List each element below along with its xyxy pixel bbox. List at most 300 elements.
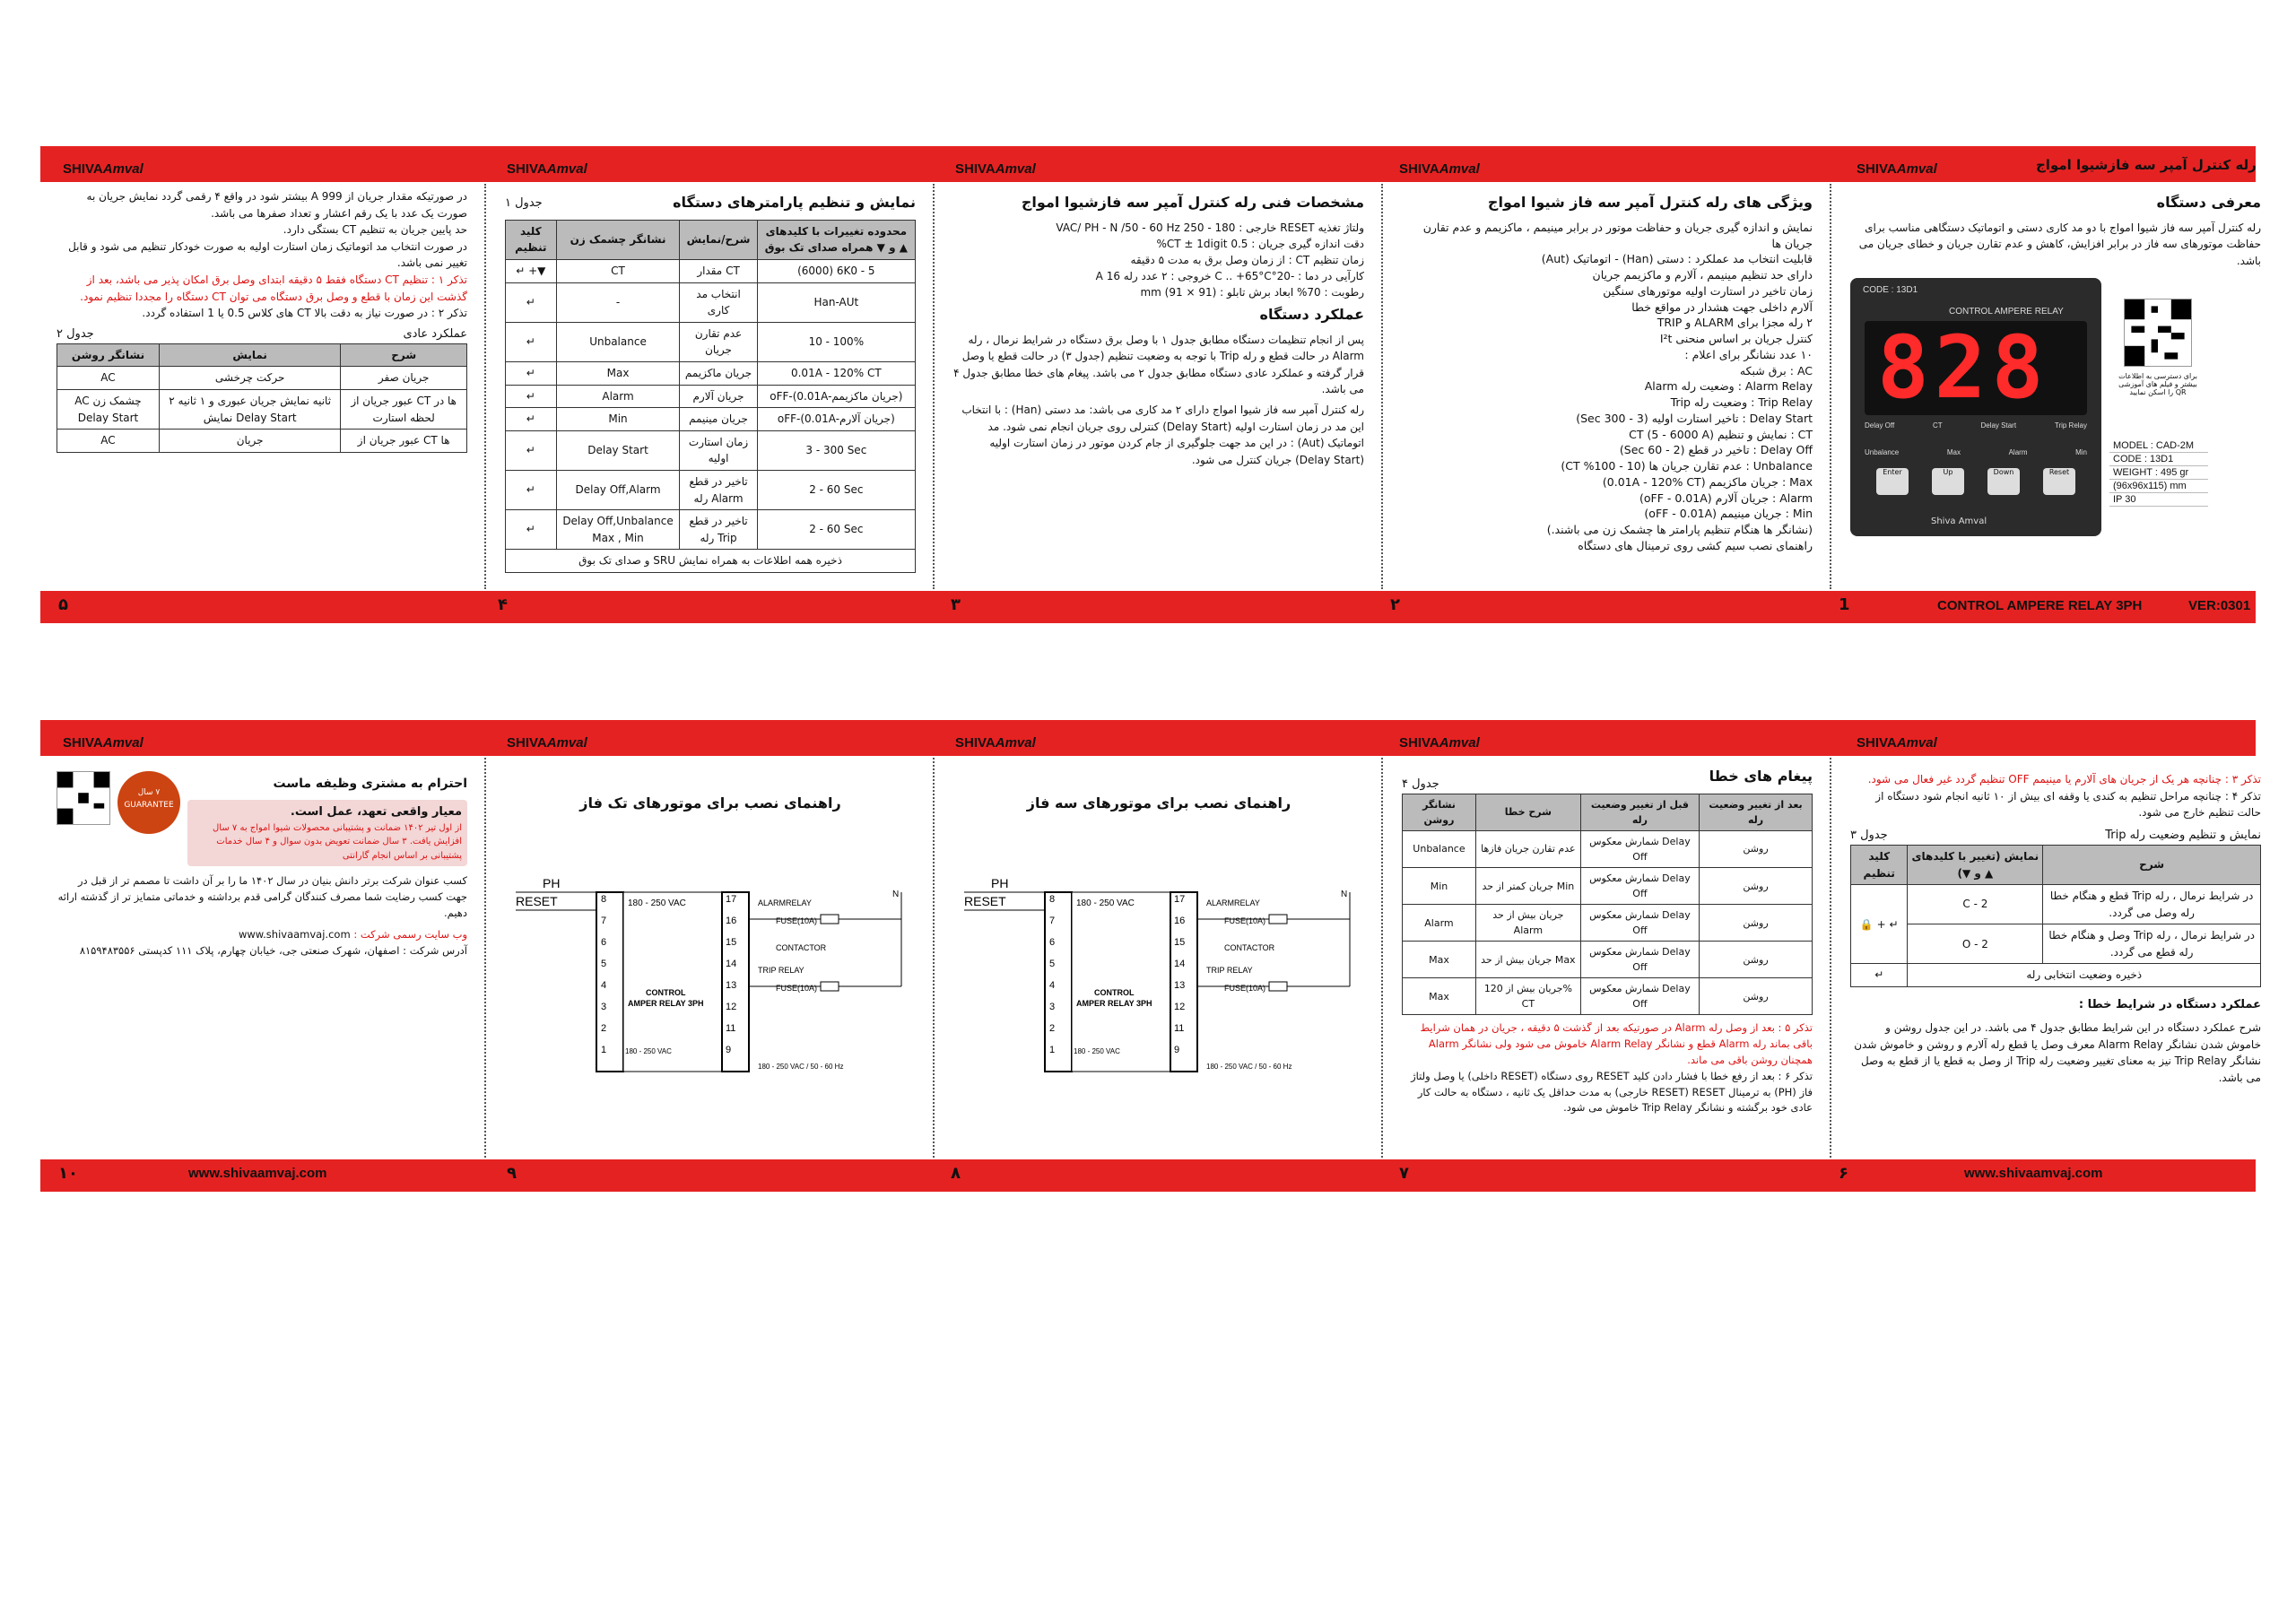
- cell: ↵: [506, 470, 557, 509]
- page-number: ۶: [1839, 1164, 1848, 1183]
- cell: جریان مینیمم: [680, 408, 757, 431]
- page-2: [1386, 188, 1829, 554]
- cell: در شرایط نرمال ، رله Trip قطع و هنگام خطا رله وصل می گردد.: [2043, 885, 2261, 924]
- cell: 3 - 300 Sec: [757, 430, 915, 470]
- cell: جریان بیش از حد Max: [1475, 942, 1580, 978]
- feature-item: آلارم داخلی جهت هشدار در مواقع خطا: [1631, 299, 1813, 314]
- cell: ↵: [506, 282, 557, 322]
- terminal: 6: [1049, 937, 1056, 948]
- terminal: 13: [726, 980, 737, 991]
- table-header: کلید تنظیم: [506, 220, 557, 259]
- table-row: [506, 550, 916, 573]
- cell: جریان: [159, 430, 340, 453]
- terminal: 8: [1049, 894, 1056, 905]
- table-label: جدول ۱: [505, 196, 543, 211]
- terminal: 9: [1174, 1045, 1180, 1055]
- cell: ↵: [506, 385, 557, 408]
- spec-line: دقت اندازه گیری جریان : 0.5 CT ± 1digit%: [1156, 237, 1364, 250]
- divider: [1381, 184, 1383, 589]
- brand-logo: SHIVAAmval: [1399, 161, 1480, 177]
- cell: شمارش معکوس Delay Off: [1580, 942, 1699, 978]
- terminal: 17: [726, 894, 737, 905]
- cell: AC چشمک زن Delay Start: [57, 390, 160, 430]
- spec-weight: WEIGHT : 495 gr: [2109, 466, 2208, 480]
- feature-item: ۲ رله مجزا برای ALARM و TRIP: [1657, 316, 1813, 330]
- cell: oFF-(0.01A-جریان ماکزیمم): [757, 385, 915, 408]
- supply-label: 180 - 250 VAC / 50 - 60 Hz: [1206, 1063, 1292, 1071]
- page-number: ۲: [1390, 595, 1400, 614]
- led-max: Max: [1946, 448, 1961, 456]
- cell: Delay Off,Alarm: [556, 470, 680, 509]
- page-number: ۳: [951, 595, 961, 614]
- display-readout: 828: [1877, 317, 2049, 418]
- cell: AC: [57, 367, 160, 390]
- cell: Unbalance: [556, 322, 680, 361]
- feature-item: Unbalance : عدم تقارن جریان ها (10 - 100% CT): [1561, 459, 1813, 473]
- intro-title: معرفی دستگاه: [2156, 194, 2261, 211]
- cell: جریان کمتر از حد Min: [1475, 867, 1580, 904]
- trip-relay-label: TRIP RELAY: [758, 966, 804, 975]
- brand-logo: SHIVAAmval: [955, 161, 1036, 177]
- spec-box: [2109, 439, 2208, 507]
- bottom-footer-bar: [40, 1159, 2256, 1192]
- terminal: 9: [726, 1045, 732, 1055]
- feature-item: AC : برق شبکه: [1739, 363, 1813, 378]
- reminder-3: تذکر ۳ : چنانچه هر یک از جریان های آلارم یا مینیمم OFF تنظیم گردد غیر فعال می شود.: [1867, 773, 2261, 785]
- terminal: 16: [726, 916, 737, 926]
- params-table: [505, 220, 916, 573]
- brand-logo: SHIVAAmval: [1857, 735, 1937, 751]
- cell: عدم تقارن جریان فازها: [1475, 830, 1580, 867]
- table-header: نشانگر روشن: [1403, 794, 1476, 830]
- cell: روشن: [1700, 942, 1813, 978]
- cell: ذخیره وضعیت انتخابی رله: [1908, 964, 2261, 987]
- cell: Min: [1403, 867, 1476, 904]
- cell: تاخیر در قطع رله Trip: [680, 510, 757, 550]
- divider: [1830, 184, 1831, 589]
- led-trip-relay: Trip Relay: [2054, 421, 2087, 430]
- brand-logo: SHIVAAmval: [63, 735, 144, 751]
- divider: [484, 758, 486, 1158]
- reminder-5: تذکر ۵ : بعد از وصل رله Alarm در صورتیکه بعد از گذشت ۵ دقیقه ، جریان در همان شرایط باقی بماند رله Alarm قطع و نشانگر Alarm Relay خاموش می شود ولی نشانگر Alarm همچنان روشن باقی می ماند.: [1420, 1021, 1813, 1066]
- table-row: [57, 430, 467, 453]
- device-image: [1850, 278, 2101, 536]
- supply-label: 180 - 250 VAC: [1076, 898, 1135, 908]
- cell: روشن: [1700, 830, 1813, 867]
- spec-code: CODE : 13D1: [2109, 453, 2208, 466]
- cell: ↵: [506, 322, 557, 361]
- table-header: نشانگر روشن: [57, 343, 160, 367]
- trip-title: نمایش و تنظیم وضعیت رله Trip: [2105, 828, 2261, 842]
- cell: ↵ + 🔒: [1851, 885, 1908, 964]
- divider: [933, 184, 935, 589]
- feature-item: دارای حد تنظیم مینیمم ، آلارم و ماکزیمم جریان: [1592, 268, 1813, 282]
- badge-label: GUARANTEE: [124, 800, 174, 810]
- terminal: 15: [726, 937, 737, 948]
- table-row: [1403, 867, 1813, 904]
- greeting: احترام به مشتری وظیفه ماست: [273, 777, 467, 791]
- table-row: [506, 430, 916, 470]
- ph-label: PH: [543, 876, 561, 890]
- cell: -: [556, 282, 680, 322]
- terminal: 2: [1049, 1023, 1056, 1034]
- divider: [1830, 758, 1831, 1158]
- center-label: CONTROL: [1094, 988, 1135, 997]
- table-header: نشانگر چشمک زن: [556, 220, 680, 259]
- feature-item: Alarm : جریان آلارم (oFF - 0.01A): [1639, 490, 1813, 505]
- divider: [484, 184, 486, 589]
- feature-item: کنترل جریان بر اساس منحنی I²t: [1659, 332, 1813, 346]
- terminal: 11: [726, 1023, 736, 1034]
- table-row: [506, 361, 916, 385]
- spec-size: (96x96x115) mm: [2109, 480, 2208, 493]
- cell: C - 2: [1908, 885, 2043, 924]
- table-row: [506, 510, 916, 550]
- badge-years: ۷ سال: [137, 788, 161, 797]
- cell: روشن: [1700, 867, 1813, 904]
- terminal: 6: [601, 937, 607, 948]
- table-row: [506, 385, 916, 408]
- save-note: ذخیره همه اطلاعات به همراه نمایش SRU و صدای تک بوق: [506, 550, 916, 573]
- qr-code-icon: [2124, 299, 2192, 367]
- cell: شمارش معکوس Delay Off: [1580, 867, 1699, 904]
- table-header: نمایش: [159, 343, 340, 367]
- cell: شمارش معکوس Delay Off: [1580, 830, 1699, 867]
- reset-label: RESET: [964, 894, 1006, 908]
- table-row: [1851, 964, 2261, 987]
- table-header: شرح: [2043, 845, 2261, 884]
- terminal: 2: [601, 1023, 607, 1034]
- terminal: 7: [1049, 916, 1056, 926]
- table-label: جدول ۲: [57, 326, 94, 341]
- terminal: 14: [1174, 959, 1186, 969]
- cell: عدم تقارن جریان: [680, 322, 757, 361]
- cell: 2 - 60 Sec: [757, 510, 915, 550]
- cell: (6000) 6K0 - 5: [757, 259, 915, 282]
- n-label: N: [1341, 890, 1348, 899]
- page-number: ۹: [507, 1164, 517, 1183]
- table-row: [57, 390, 467, 430]
- table-row: [506, 322, 916, 361]
- cell: Alarm: [1403, 905, 1476, 942]
- device-code: CODE : 13D1: [1863, 285, 1918, 295]
- feature-item: نمایش و اندازه گیری جریان و حفاظت موتور در برابر مینیمم ، ماکزیمم و عدم تقارن جریان ها: [1422, 220, 1813, 250]
- cell: Delay Start: [556, 430, 680, 470]
- fault-title: عملکرد دستگاه در شرایط خطا :: [2078, 998, 2261, 1012]
- table-row: [506, 259, 916, 282]
- cell: عبور جریان از CT ها در لحظه استارت: [341, 390, 467, 430]
- page-3: [937, 188, 1380, 468]
- feature-item: Trip Relay : وضعیت رله Trip: [1670, 395, 1813, 410]
- page-number: ۱۰: [58, 1164, 78, 1183]
- page-6: [1834, 771, 2277, 1087]
- cell: تاخیر در قطع رله Alarm: [680, 470, 757, 509]
- cell: ۲ ثانیه نمایش جریان عبوری و ۱ ثانیه نمایش Delay Start: [159, 390, 340, 430]
- feature-item: CT : نمایش و تنظیم CT (5 - 6000 A): [1629, 427, 1813, 441]
- cell: Alarm: [556, 385, 680, 408]
- web-link[interactable]: www.shivaamvaj.com: [238, 927, 351, 941]
- feature-item: Delay Start : تاخیر استارت اولیه (3 - 300 Sec): [1576, 411, 1813, 425]
- cell: روشن: [1700, 978, 1813, 1015]
- intro-text: رله کنترل آمپر سه فاز شیوا امواج با دو مد کاری دستی و اتوماتیک دستگاهی مناسب برای حفاظت موتورهای سه فاز در برابر افزایش، کاهش و عدم تقارن جریان و خطای جریان می باشد.: [1858, 221, 2261, 267]
- table-header: قبل از تغییر وضعیت رله: [1580, 794, 1699, 830]
- fault-text: شرح عملکرد دستگاه در این شرایط مطابق جدول ۴ می باشد. در این جدول روشن و خاموش شدن نشانگر Alarm Relay معرف وصل یا قطع رله آلارم و روشن و خاموش شدن نشانگر Trip Relay نیز به معنای تغییر وضعیت رله Trip از وصل به قطع یا از قطع به وصل می باشد.: [1854, 1021, 2261, 1084]
- cell: انتخاب مد کاری: [680, 282, 757, 322]
- feature-item: Min : جریان مینیمم (oFF - 0.01A): [1644, 507, 1813, 521]
- website-link[interactable]: www.shivaamvaj.com: [188, 1166, 327, 1181]
- terminal: 11: [1174, 1023, 1185, 1034]
- address: آدرس شرکت : اصفهان، شهرک صنعتی جی، خیابان چهارم، پلاک ۱۱۱ کدپستی ۸۱۵۹۴۸۳۵۵۶: [79, 943, 467, 957]
- cell: حرکت چرخشی: [159, 367, 340, 390]
- cell: 2 - 60 Sec: [757, 470, 915, 509]
- terminal: 17: [1174, 894, 1186, 905]
- enter-button[interactable]: Enter: [1876, 468, 1909, 495]
- terminal: 8: [601, 894, 607, 905]
- feature-item: Alarm Relay : وضعیت رله Alarm: [1644, 379, 1813, 394]
- cell: Delay Off,Unbalance Max , Min: [556, 510, 680, 550]
- normal-operation-table: [57, 343, 467, 453]
- trip-table: [1850, 845, 2261, 987]
- cell: Max: [1403, 942, 1476, 978]
- cell: جریان بیش از 120% CT: [1475, 978, 1580, 1015]
- cell: عبور جریان از CT ها: [341, 430, 467, 453]
- display-panel: [1865, 317, 2087, 418]
- cell: 0.01A - 120% CT: [757, 361, 915, 385]
- page-number: ۷: [1399, 1164, 1409, 1183]
- center-label: CONTROL: [646, 988, 686, 997]
- spec-line: رطوبت : 70% ابعاد برش تابلو : (91 × 91) mm: [1140, 285, 1364, 299]
- cell: ↵ +▼: [506, 259, 557, 282]
- supply-label: 180 - 250 VAC: [628, 898, 686, 908]
- params-title: نمایش و تنظیم پارامترهای دستگاه: [673, 194, 916, 211]
- brand-logo: SHIVAAmval: [1857, 161, 1937, 177]
- contactor-label: CONTACTOR: [776, 943, 827, 952]
- table-label: جدول ۴: [1402, 777, 1439, 791]
- page-10: [40, 771, 483, 959]
- table-row: [506, 470, 916, 509]
- supply-label: 180 - 250 VAC: [625, 1047, 672, 1055]
- reminder-1: تذکر ۱ : تنظیم CT دستگاه فقط ۵ دقیقه ابتدای وصل برق امکان پذیر می باشد، بعد از گذشت این زمان با قطع و وصل برق دستگاه می توان CT دستگاه را مجددا تنظیم نمود.: [80, 273, 467, 303]
- terminal: 3: [601, 1002, 607, 1012]
- spec-line: کارآیی در دما : -20°C .. +65°C خروجی : ۲ عدد رله 16 A: [1095, 269, 1364, 282]
- fuse-label: FUSE(10A): [776, 984, 818, 993]
- table-row: [1403, 978, 1813, 1015]
- table-header: شرح خطا: [1475, 794, 1580, 830]
- spec-model: MODEL : CAD-2M: [2109, 439, 2208, 453]
- errors-title: پیغام های خطا: [1709, 768, 1813, 785]
- cell: Min: [556, 408, 680, 431]
- cell: oFF-(0.01A-جریان آلارم): [757, 408, 915, 431]
- table-row: [1851, 924, 2261, 964]
- cell: جریان صفر: [341, 367, 467, 390]
- feature-item: ۱۰ عدد نشانگر برای اعلام :: [1684, 347, 1813, 361]
- terminal: 5: [601, 959, 607, 969]
- terminal: 16: [1174, 916, 1186, 926]
- table-row: [506, 282, 916, 322]
- terminal: 12: [1174, 1002, 1186, 1012]
- brand-logo: SHIVAAmval: [507, 161, 587, 177]
- table-row: [506, 408, 916, 431]
- n-label: N: [892, 890, 900, 899]
- trip-relay-label: TRIP RELAY: [1206, 966, 1253, 975]
- terminal: 3: [1049, 1002, 1056, 1012]
- feature-item: Max : جریان ماکزیمم (0.01A - 120% CT): [1602, 474, 1813, 489]
- spec-line: زمان تنظیم CT : از زمان وصل برق به مدت ۵ دقیقه: [1130, 253, 1364, 266]
- top-footer-bar: [40, 591, 2256, 623]
- cell: زمان استارت اولیه: [680, 430, 757, 470]
- divider: [1381, 758, 1383, 1158]
- brand-logo: SHIVAAmval: [63, 161, 144, 177]
- alarm-relay-label: ALARMRELAY: [758, 898, 812, 907]
- feature-item: زمان تاخیر در استارت اولیه موتورهای سنگین: [1603, 283, 1813, 298]
- cell: CT: [556, 259, 680, 282]
- terminal: 7: [601, 916, 607, 926]
- cell: O - 2: [1908, 924, 2043, 964]
- version-label: VER:0301: [2188, 598, 2251, 613]
- guarantee-badge-icon: [117, 771, 180, 834]
- table-row: [1403, 905, 1813, 942]
- modes-text: رله کنترل آمپر سه فاز شیوا امواج دارای ۲ مد کاری می باشد: مد دستی (Han) : با انتخاب این مد در زمان استارت اولیه (Delay Start) کنترلی روی جریان انجام نمی شود. مد اتوماتیک (Aut) : در این مد جهت جلوگیری از جام کردن موتور در زمان استارت اولیه (Delay Start) جریان کنترل می شود.: [961, 403, 1364, 466]
- fuse-label: FUSE(10A): [1224, 916, 1266, 925]
- spec-ip: IP 30: [2109, 493, 2208, 507]
- reset-button[interactable]: Reset: [2043, 468, 2075, 495]
- feature-item: راهنمای نصب سیم کشی روی ترمینال های دستگاه: [1578, 538, 1813, 552]
- spec-line: ولتاژ تغذیه RESET خارجی : 180 - 250 VAC/ PH - N /50 - 60 Hz: [1056, 221, 1364, 234]
- page-4: [489, 188, 932, 573]
- cell: Max: [556, 361, 680, 385]
- table-header: محدوده تغییرات با کلیدهای ▲ و ▼ همراه صدای تک بوق: [757, 220, 915, 259]
- device-brand: Shiva Amval: [1931, 516, 1987, 526]
- page-number: 1: [1839, 595, 1850, 614]
- down-button[interactable]: Down: [1987, 468, 2020, 495]
- cell: ↵: [506, 510, 557, 550]
- feature-item: Delay Off : تاخیر در قطع (2 - 60 Sec): [1619, 443, 1813, 457]
- qr-caption: برای دسترسی به اطلاعات بیشتر و فیلم های آموزشی QR را اسکن نمایید: [2118, 372, 2197, 396]
- cell: شمارش معکوس Delay Off: [1580, 905, 1699, 942]
- page-9: [489, 789, 932, 820]
- cell: Max: [1403, 978, 1476, 1015]
- ph-label: PH: [991, 876, 1009, 890]
- page-7: [1386, 762, 1829, 1116]
- specs-title: مشخصات فنی رله کنترل آمپر سه فازشیوا امواج: [1021, 194, 1364, 211]
- led-delay-start: Delay Start: [1980, 421, 2017, 430]
- terminal: 1: [1049, 1045, 1056, 1055]
- alarm-relay-label: ALARMRELAY: [1206, 898, 1260, 907]
- terminal: 14: [726, 959, 737, 969]
- page-5: [40, 188, 483, 453]
- table-label: جدول ۳: [1850, 828, 1888, 842]
- cell: ↵: [1851, 964, 1908, 987]
- center-label: AMPER RELAY 3PH: [1076, 999, 1152, 1008]
- led-min: Min: [2075, 448, 2087, 456]
- page-number: ۸: [951, 1164, 961, 1183]
- feature-item: قابلیت انتخاب مد عملکرد : دستی (Han) - اتوماتیک (Aut): [1541, 252, 1813, 266]
- cell: جریان ماکزیمم: [680, 361, 757, 385]
- terminal: 4: [1049, 980, 1056, 991]
- cell: روشن: [1700, 905, 1813, 942]
- reset-label: RESET: [516, 894, 558, 908]
- table-row: [57, 367, 467, 390]
- contactor-label: CONTACTOR: [1224, 943, 1275, 952]
- led-delay-off: Delay Off: [1865, 421, 1895, 430]
- cell: مقدار CT: [680, 259, 757, 282]
- qr-code-icon: [57, 771, 110, 825]
- install-3ph-title: راهنمای نصب برای موتورهای سه فاز: [1026, 794, 1292, 812]
- led-alarm: Alarm: [2008, 448, 2028, 456]
- terminal: 5: [1049, 959, 1056, 969]
- web-label: وب سایت رسمی شرکت :: [353, 927, 467, 941]
- cell: در شرایط نرمال ، رله Trip وصل و هنگام خطا رله قطع می گردد.: [2043, 924, 2261, 964]
- fuse-label: FUSE(10A): [776, 916, 818, 925]
- slogan: معیار واقعی تعهد، عمل است.: [290, 804, 462, 819]
- up-button[interactable]: Up: [1932, 468, 1964, 495]
- guarantee-text: از اول تیر ۱۴۰۲ ضمانت و پشتیبانی محصولات شیوا امواج به ۷ سال افزایش یافت. ۳ سال ضمانت تعویض بدون سوال و ۴ سال خدمات پشتیبانی بر اساس انجام گارانتی: [213, 822, 462, 861]
- function-text: پس از انجام تنظیمات دستگاه مطابق جدول ۱ با وصل برق دستگاه در شرایط نرمال ، رله Alarm در حالت قطع و رله Trip با توجه به وضعیت تنظیم (جدول ۳) در حالت قطع یا وصل قرار گرفته و عملکرد عادی دستگاه مطابق جدول ۲ می باشد. پیغام های خطا مطابق جدول ۴ می باشد.: [953, 333, 1364, 396]
- brand-logo: SHIVAAmval: [1399, 735, 1480, 751]
- page-8: [937, 789, 1380, 820]
- center-label: AMPER RELAY 3PH: [628, 999, 704, 1008]
- brand-logo: SHIVAAmval: [507, 735, 587, 751]
- install-1ph-title: راهنمای نصب برای موتورهای تک فاز: [579, 794, 841, 812]
- table-header: کلید تنظیم: [1851, 845, 1908, 884]
- cell: ↵: [506, 361, 557, 385]
- cell: شمارش معکوس Delay Off: [1580, 978, 1699, 1015]
- cell: جریان آلارم: [680, 385, 757, 408]
- table-header: نمایش (تغییر با کلیدهای ▲ و ▼): [1908, 845, 2043, 884]
- terminal: 15: [1174, 937, 1186, 948]
- function-title: عملکرد دستگاه: [1259, 305, 1364, 323]
- cell: Han-AUt: [757, 282, 915, 322]
- device-label: CONTROL AMPERE RELAY: [1949, 307, 2064, 317]
- footer-product-name: CONTROL AMPERE RELAY 3PH: [1937, 598, 2143, 613]
- fuse-label: FUSE(10A): [1224, 984, 1266, 993]
- reminder-2: تذکر ۲ : در صورت نیاز به دقت بالا CT های کلاس 0.5 یا 1 استفاده گردد.: [142, 307, 467, 320]
- wiring-diagram-3ph: [955, 870, 1368, 1103]
- table-header: شرح: [341, 343, 467, 367]
- cell: ↵: [506, 430, 557, 470]
- brand-logo: SHIVAAmval: [955, 735, 1036, 751]
- reminder-4: تذکر ۴ : چنانچه مراحل تنظیم به کندی یا وقفه ای بیش از ۱۰ ثانیه انجام شود دستگاه از حالت تنظیم خارج می شود.: [1875, 789, 2261, 820]
- page-number: ۵: [58, 595, 68, 614]
- reminder-6: تذکر ۶ : بعد از رفع خطا با فشار دادن کلید RESET روی دستگاه (RESET داخلی) یا وصل ولتاژ فاز (PH) به ترمینال RESET (RESET خارجی) به مدت حداقل یک ثانیه ، دستگاه به حالت کار عادی خود برگشته و نشانگر Trip Relay خاموش می شود.: [1411, 1069, 1813, 1115]
- page-number: ۴: [498, 595, 508, 614]
- supply-label: 180 - 250 VAC / 50 - 60 Hz: [758, 1063, 844, 1071]
- page-1: [1834, 188, 2277, 270]
- cell: ↵: [506, 408, 557, 431]
- header-title: رله کنترل آمپر سه فازشیوا امواج: [2036, 157, 2257, 173]
- table-row: [1403, 830, 1813, 867]
- body-text: کسب عنوان شرکت برتر دانش بنیان در سال ۱۴۰۲ ما را بر آن داشت تا مصمم تر از قبل در جهت کسب رضایت شما مصرف کنندگان گرامی قدم برداشته و خدماتی متمایز تر از گذشته ارائه دهیم.: [57, 874, 467, 919]
- divider: [933, 758, 935, 1158]
- table-header: شرح/نمایش: [680, 220, 757, 259]
- table-title: عملکرد عادی: [403, 326, 467, 341]
- led-ct: CT: [1933, 421, 1943, 430]
- website-link[interactable]: www.shivaamvaj.com: [1964, 1166, 2103, 1181]
- led-unbalance: Unbalance: [1865, 448, 1900, 456]
- wiring-diagram-1ph: [507, 870, 919, 1103]
- cell: Unbalance: [1403, 830, 1476, 867]
- table-row: [1851, 885, 2261, 924]
- note-item: در صورتیکه مقدار جریان از A 999 بیشتر شود در واقع ۴ رقمی گردد نمایش جریان به صورت یک عدد با یک رقم اعشار و تعداد صفرها می باشد.: [86, 190, 467, 220]
- note-item: حد پایین جریان به تنظیم CT بستگی دارد.: [283, 223, 467, 237]
- errors-table: [1402, 794, 1813, 1016]
- table-row: [1403, 942, 1813, 978]
- terminal: 12: [726, 1002, 737, 1012]
- features-title: ویژگی های رله کنترل آمپر سه فاز شیوا امواج: [1487, 194, 1813, 211]
- note-item: در صورت انتخاب مد اتوماتیک زمان استارت اولیه به صورت خودکار تنظیم می شود و قابل تغییر نمی باشد.: [68, 239, 467, 270]
- cell: AC: [57, 430, 160, 453]
- table-header: بعد از تغییر وضعیت رله: [1700, 794, 1813, 830]
